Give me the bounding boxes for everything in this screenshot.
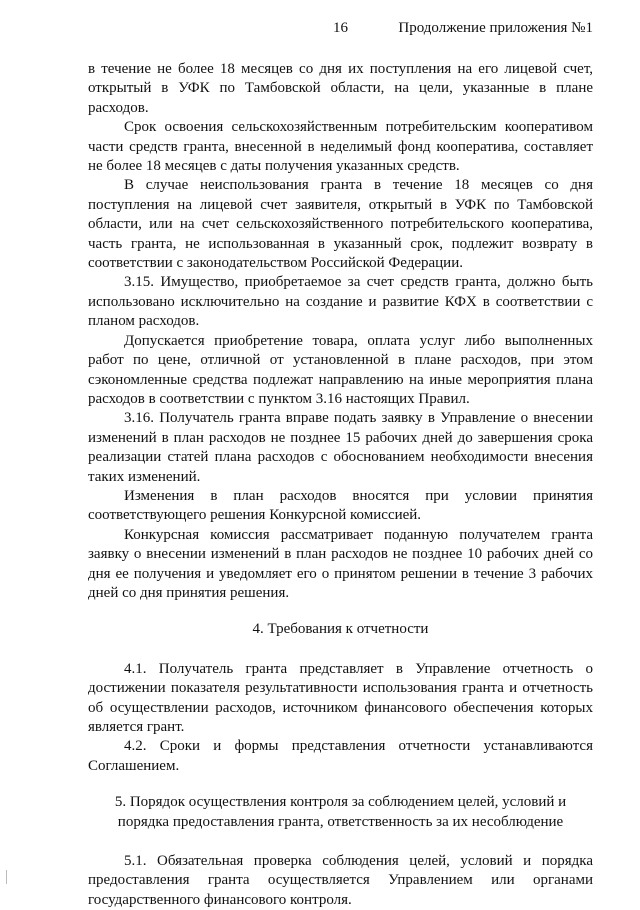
appendix-continuation-label: Продолжение приложения №1 [398, 20, 593, 36]
paragraph-4-1: 4.1. Получатель гранта представляет в Управление отчетность о достижении показателя результативности использования гранта и отчетность об осуществлении расходов, источником финансового обеспечения которых является грант. [88, 660, 593, 735]
paragraph-cooperative-term: Срок освоения сельскохозяйственным потребительским кооперативом части средств гранта, внесенной в неделимый фонд кооператива, составляет не более 18 месяцев с даты получения указанных средств. [88, 119, 593, 175]
paragraph-5-1: 5.1. Обязательная проверка соблюдения целей, условий и порядка предоставления гранта осуществляется Управлением или органами государственного финансового контроля. [88, 853, 593, 908]
section-5-title-line-1: 5. Порядок осуществления контроля за соблюдением целей, условий и [114, 794, 567, 811]
paragraph-changes-condition: Изменения в план расходов вносятся при условии принятия соответствующего решения Конкурсной комиссией. [88, 487, 593, 524]
paragraph-savings: Допускается приобретение товара, оплата услуг либо выполненных работ по цене, отличной от установленной в плане расходов, при этом сэкономленные средства подлежат направлению на иные мероприятия плана расходов в соответствии с пунктом 3.16 настоящих Правил. [88, 332, 593, 407]
paragraph-3-16: 3.16. Получатель гранта вправе подать заявку в Управление о внесении изменений в план расходов не позднее 15 рабочих дней до завершения срока реализации статей плана расходов с обоснованием необходимости внесения таких изменений. [88, 410, 593, 485]
paragraph-4-2: 4.2. Сроки и формы представления отчетности устанавливаются Соглашением. [88, 738, 593, 774]
scan-artifact [6, 870, 7, 884]
page-number: 16 [333, 20, 348, 36]
section-5-title-line-2: порядка предоставления гранта, ответственность за их несоблюдение [117, 813, 564, 830]
paragraph-unused-grant-return: В случае неиспользования гранта в течение 18 месяцев со дня поступления на лицевой счет заявителя, открытый в УФК по Тамбовской области, или на счет сельскохозяйственного потребительского кооператива, часть гранта, не использованная в указанный срок, подлежит возврату в соответствии с законодательством Российской Федерации. [88, 177, 593, 272]
paragraph-continued: в течение не более 18 месяцев со дня их поступления на его лицевой счет, открытый в УФК по Тамбовской области, на цели, указанные в плане расходов. [88, 61, 593, 116]
page-header [88, 20, 593, 40]
paragraph-commission-review: Конкурсная комиссия рассматривает поданную получателем гранта заявку о внесении изменений в план расходов не позднее 10 рабочих дней со дня ее получения и уведомляет его о принятом решении в течение 3 рабочих дней со дня принятия решения. [88, 526, 593, 601]
document-body [88, 60, 593, 910]
paragraph-3-15: 3.15. Имущество, приобретаемое за счет средств гранта, должно быть использовано исключительно на создание и развитие КФХ в соответствии с планом расходов. [88, 274, 593, 330]
section-4-title: 4. Требования к отчетности [252, 621, 429, 638]
section-5-title [88, 793, 593, 832]
